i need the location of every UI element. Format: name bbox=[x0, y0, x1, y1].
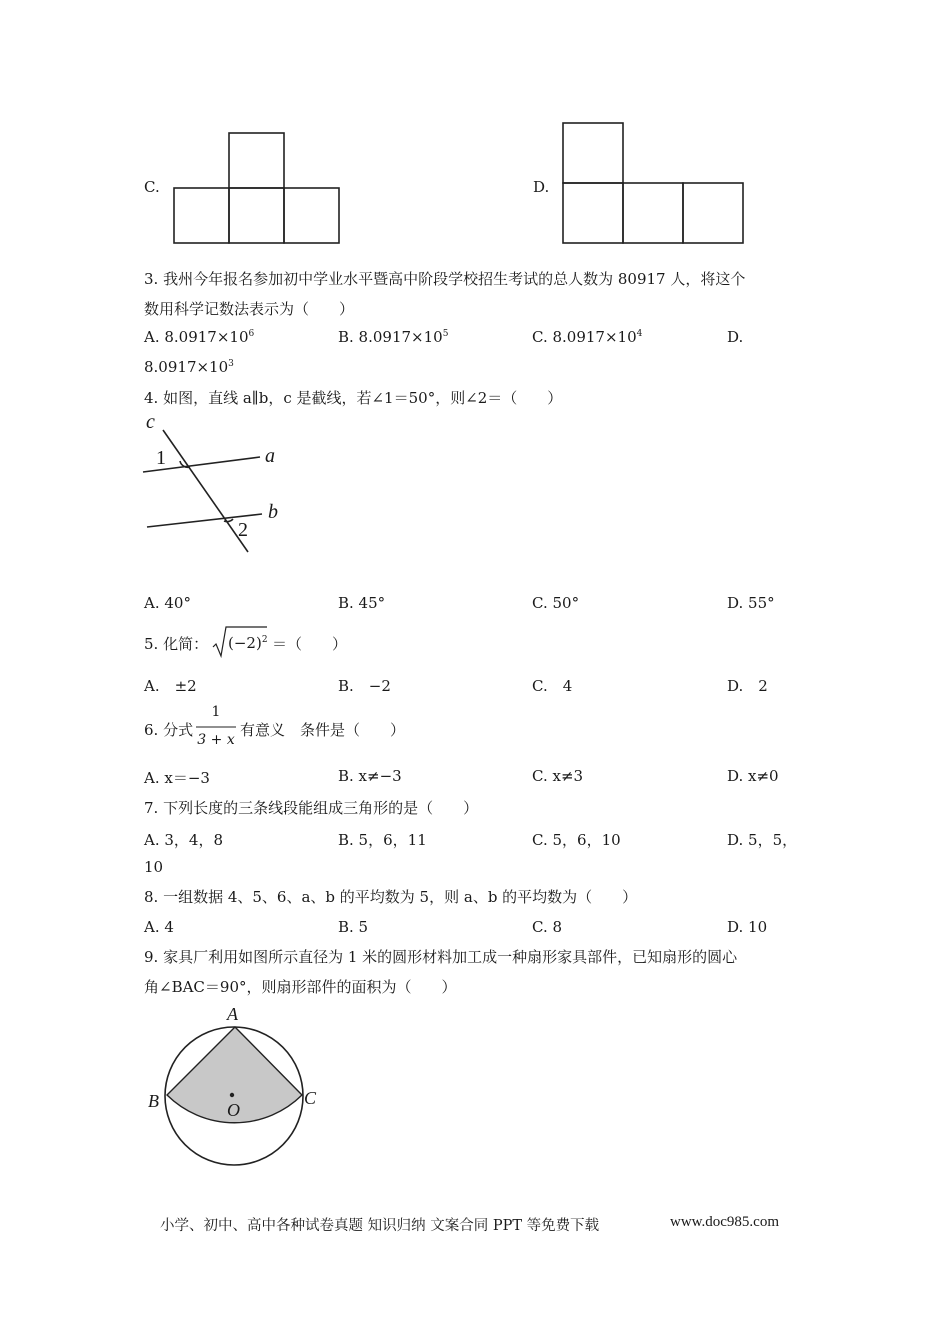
q3-option-d: D. bbox=[727, 328, 744, 346]
q9-label-o: O bbox=[227, 1100, 240, 1120]
q5-option-d: D. 2 bbox=[727, 677, 768, 695]
page-footer bbox=[160, 1214, 780, 1235]
q8-option-b: B. 5 bbox=[338, 918, 369, 936]
q7-stem: 7. 下列长度的三条线段能组成三角形的是（ ） bbox=[144, 799, 479, 817]
q9-label-b: B bbox=[148, 1091, 159, 1111]
q5-option-a: A. ±2 bbox=[144, 677, 197, 695]
q3-stem-line2: 数用科学记数法表示为（ ） bbox=[144, 300, 355, 318]
q8-option-a: A. 4 bbox=[144, 918, 174, 936]
q9-stem-line1: 9. 家具厂利用如图所示直径为 1 米的圆形材料加工成一种扇形家具部件，已知扇形的圆心 bbox=[144, 948, 738, 966]
q3-option-a: A. $8.0917\times 10^6$ bbox=[144, 328, 255, 346]
q5-option-c: C. 4 bbox=[532, 677, 573, 695]
q6-fraction-numerator: 1 bbox=[211, 704, 221, 720]
q3-option-c: C. $8.0917\times 10^4$ bbox=[532, 328, 643, 346]
q4-label-1: 1 bbox=[156, 447, 166, 469]
q3-option-d-value: $8.0917\times 10^3$ bbox=[144, 358, 234, 376]
q6-option-d: D. x≠0 bbox=[727, 767, 779, 785]
q7-option-c: C. 5，6，10 bbox=[532, 831, 621, 849]
q6-option-c: C. x≠3 bbox=[532, 767, 584, 785]
q6-fraction-denominator: 3 + x bbox=[197, 732, 235, 748]
q7-option-d: D. 5，5， bbox=[727, 831, 798, 849]
q7-option-b: B. 5，6，11 bbox=[338, 831, 427, 849]
q4-label-c: c bbox=[146, 411, 155, 433]
q8-stem: 8. 一组数据 4、5、6、a、b 的平均数为 5，则 a、b 的平均数为（ ） bbox=[144, 888, 638, 906]
q4-label-a: a bbox=[265, 445, 275, 467]
q6-option-a: A. x＝−3 bbox=[144, 769, 210, 787]
q4-stem: 4. 如图，直线 a∥b，c 是截线，若∠1＝50°，则∠2＝（ ） bbox=[144, 389, 563, 407]
q7-option-a: A. 3，4，8 bbox=[144, 831, 223, 849]
q6-stem-prefix: 6. 分式 bbox=[144, 721, 194, 739]
q4-option-d: D. 55° bbox=[727, 594, 775, 612]
q9-stem-line2: 角∠BAC＝90°，则扇形部件的面积为（ ） bbox=[144, 978, 457, 996]
q4-option-a: A. 40° bbox=[144, 594, 191, 612]
footer-text: 小学、初中、高中各种试卷真题 知识归纳 文案合同 PPT 等免费下载 bbox=[160, 1218, 600, 1234]
q5-option-b: B. −2 bbox=[338, 677, 391, 695]
q4-option-b: B. 45° bbox=[338, 594, 386, 612]
q9-label-a: A bbox=[227, 1004, 238, 1024]
q9-label-c: C bbox=[304, 1088, 317, 1108]
q8-option-d: D. 10 bbox=[727, 918, 768, 936]
q5-radicand: $(-2)^2$ bbox=[228, 634, 268, 652]
footer-url[interactable]: www.doc985.com bbox=[670, 1214, 780, 1230]
q6-stem-suffix: 有意义 条件是（ ） bbox=[240, 721, 406, 739]
q5-stem-prefix: 5. 化简： bbox=[144, 635, 209, 653]
q2-option-c-label: C. bbox=[144, 178, 160, 196]
q4-label-b: b bbox=[268, 501, 278, 523]
q5-stem-suffix: ＝（ ） bbox=[272, 635, 348, 653]
q3-option-b: B. $8.0917\times 10^5$ bbox=[338, 328, 449, 346]
q6-option-b: B. x≠−3 bbox=[338, 767, 402, 785]
q3-stem-line1: 3. 我州今年报名参加初中学业水平暨高中阶段学校招生考试的总人数为 80917 人，将这个 bbox=[144, 270, 746, 288]
q2-option-d-label: D. bbox=[533, 178, 550, 196]
q7-option-d-value: 10 bbox=[144, 858, 164, 876]
q4-option-c: C. 50° bbox=[532, 594, 580, 612]
q4-label-2: 2 bbox=[238, 519, 248, 541]
q8-option-c: C. 8 bbox=[532, 918, 563, 936]
